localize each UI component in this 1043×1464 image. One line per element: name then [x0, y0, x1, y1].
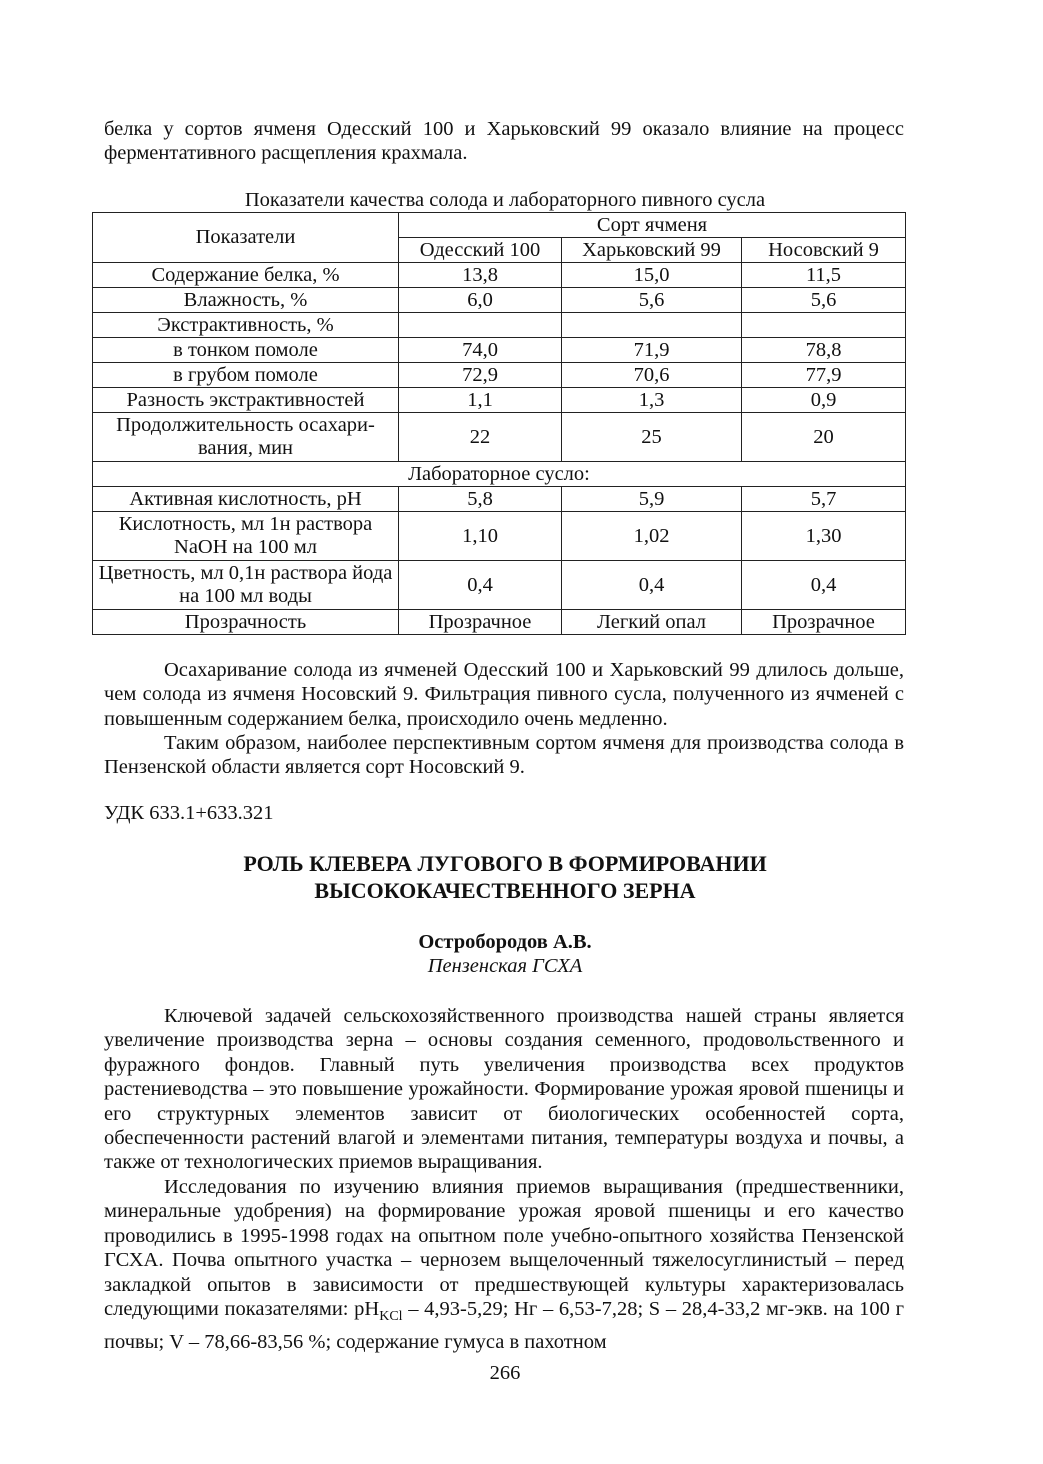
- cell-value: 0,4: [742, 561, 906, 610]
- cell-value: 0,4: [562, 561, 742, 610]
- table-row: [93, 338, 906, 363]
- article-title-line-1: РОЛЬ КЛЕВЕРА ЛУГОВОГО В ФОРМИРОВАНИИ: [243, 851, 767, 876]
- cell-value: 72,9: [399, 363, 562, 388]
- cell-value: 25: [562, 413, 742, 462]
- table-section-row: [93, 462, 906, 487]
- cell-value: 0,9: [742, 388, 906, 413]
- research-text-part-2: – 4,93-5,29; Нг – 6,53-7,28; S – 28,4-33,2 мг-экв. на 100 г почвы; V – 78,66-83,56 %; содержание гумуса в пахотном: [104, 1298, 905, 1353]
- cell-value: Прозрачное: [742, 610, 906, 635]
- page-number: 266: [489, 1362, 521, 1384]
- row-label: Прозрачность: [93, 610, 399, 635]
- paragraph-conclusion: Таким образом, наиболее перспективным сортом ячменя для производства солода в Пензенской области является сорт Носовский 9.: [104, 732, 904, 779]
- cell-value: 5,6: [562, 288, 742, 313]
- cell-value: 1,02: [562, 512, 742, 561]
- quality-table: [92, 212, 906, 635]
- cell-value: 1,3: [562, 388, 742, 413]
- cell-value: 20: [742, 413, 906, 462]
- row-label: в тонком помоле: [93, 338, 399, 363]
- table-row: [93, 388, 906, 413]
- header-variety: Сорт ячменя: [399, 213, 906, 238]
- table-row: [93, 561, 906, 610]
- cell-value: 5,7: [742, 487, 906, 512]
- cell-value: 11,5: [742, 263, 906, 288]
- row-label: Активная кислотность, рН: [93, 487, 399, 512]
- article-title: [0, 850, 1010, 904]
- table-row: [93, 413, 906, 462]
- paragraph-research: [104, 1175, 904, 1354]
- cell-value: 22: [399, 413, 562, 462]
- cell-value: 5,6: [742, 288, 906, 313]
- header-variety-2: Харьковский 99: [562, 238, 742, 263]
- table-row: [93, 512, 906, 561]
- cell-value: 1,1: [399, 388, 562, 413]
- intro-paragraph: белка у сортов ячменя Одесский 100 и Харьковский 99 оказало влияние на процесс ферментативного расщепления крахмала.: [104, 118, 904, 165]
- cell-value: [562, 313, 742, 338]
- research-text-subscript: KCl: [379, 1309, 403, 1325]
- cell-value: 74,0: [399, 338, 562, 363]
- cell-value: 0,4: [399, 561, 562, 610]
- table-row: [93, 313, 906, 338]
- cell-value: Легкий опал: [562, 610, 742, 635]
- cell-value: 77,9: [742, 363, 906, 388]
- article-title-line-2: ВЫСОКОКАЧЕСТВЕННОГО ЗЕРНА: [314, 878, 696, 903]
- row-label: Экстрактивность, %: [93, 313, 399, 338]
- paragraph-saccharification: Осахаривание солода из ячменей Одесский 100 и Харьковский 99 длилось дольше, чем солода из ячменя Носовский 9. Фильтрация пивного сусла, полученного из ячменей с повышенным содержанием белка, происходило очень медленно.: [104, 659, 904, 730]
- cell-value: 1,30: [742, 512, 906, 561]
- section-label: Лабораторное сусло:: [93, 462, 906, 487]
- row-label: Содержание белка, %: [93, 263, 399, 288]
- cell-value: [399, 313, 562, 338]
- cell-value: [742, 313, 906, 338]
- cell-value: Прозрачное: [399, 610, 562, 635]
- table-row: [93, 263, 906, 288]
- cell-value: 78,8: [742, 338, 906, 363]
- cell-value: 5,8: [399, 487, 562, 512]
- header-variety-1: Одесский 100: [399, 238, 562, 263]
- header-variety-3: Носовский 9: [742, 238, 906, 263]
- cell-value: 1,10: [399, 512, 562, 561]
- cell-value: 6,0: [399, 288, 562, 313]
- row-label: Продолжительность осахари-вания, мин: [93, 413, 399, 462]
- cell-value: 13,8: [399, 263, 562, 288]
- table-row: [93, 610, 906, 635]
- cell-value: 15,0: [562, 263, 742, 288]
- table-row: [93, 288, 906, 313]
- row-label: Влажность, %: [93, 288, 399, 313]
- cell-value: 5,9: [562, 487, 742, 512]
- row-label: Кислотность, мл 1н раствора NaOH на 100 мл: [93, 512, 399, 561]
- header-indicators: Показатели: [93, 213, 399, 263]
- row-label: Разность экстрактивностей: [93, 388, 399, 413]
- author-affiliation: Пензенская ГСХА: [427, 955, 583, 977]
- research-text-part-1: Исследования по изучению влияния приемов выращивания (предшественники, минеральные удобрения) на формирование урожая яровой пшеницы и его качество проводились в 1995-1998 годах на опытном поле учебно-опытного хозяйства Пензенской ГСХА. Почва опытного участка – чернозем выщелоченный тяжелосуглинистый – перед закладкой опытов в зависимости от предшествующей культуры характеризовалась следующими показателями: pH: [104, 1176, 904, 1321]
- table-row: [93, 487, 906, 512]
- cell-value: 70,6: [562, 363, 742, 388]
- row-label: в грубом помоле: [93, 363, 399, 388]
- row-label: Цветность, мл 0,1н раствора йода на 100 мл воды: [93, 561, 399, 610]
- cell-value: 71,9: [562, 338, 742, 363]
- table-row: [93, 363, 906, 388]
- udk-code: УДК 633.1+633.321: [104, 802, 274, 824]
- author-name: Остробородов А.В.: [418, 931, 592, 953]
- table-title: Показатели качества солода и лабораторного пивного сусла: [244, 189, 766, 211]
- paragraph-key-task: Ключевой задачей сельскохозяйственного производства нашей страны является увеличение производства зерна – основы создания семенного, продовольственного и фуражного фондов. Главный путь увеличения производства всех продуктов растениеводства – это повышение урожайности. Формирование урожая яровой пшеницы и его структурных элементов зависит от биологических особенностей сорта, обеспеченности растений влагой и элементами питания, температуры воздуха и почвы, а также от технологических приемов выращивания.: [104, 1005, 904, 1174]
